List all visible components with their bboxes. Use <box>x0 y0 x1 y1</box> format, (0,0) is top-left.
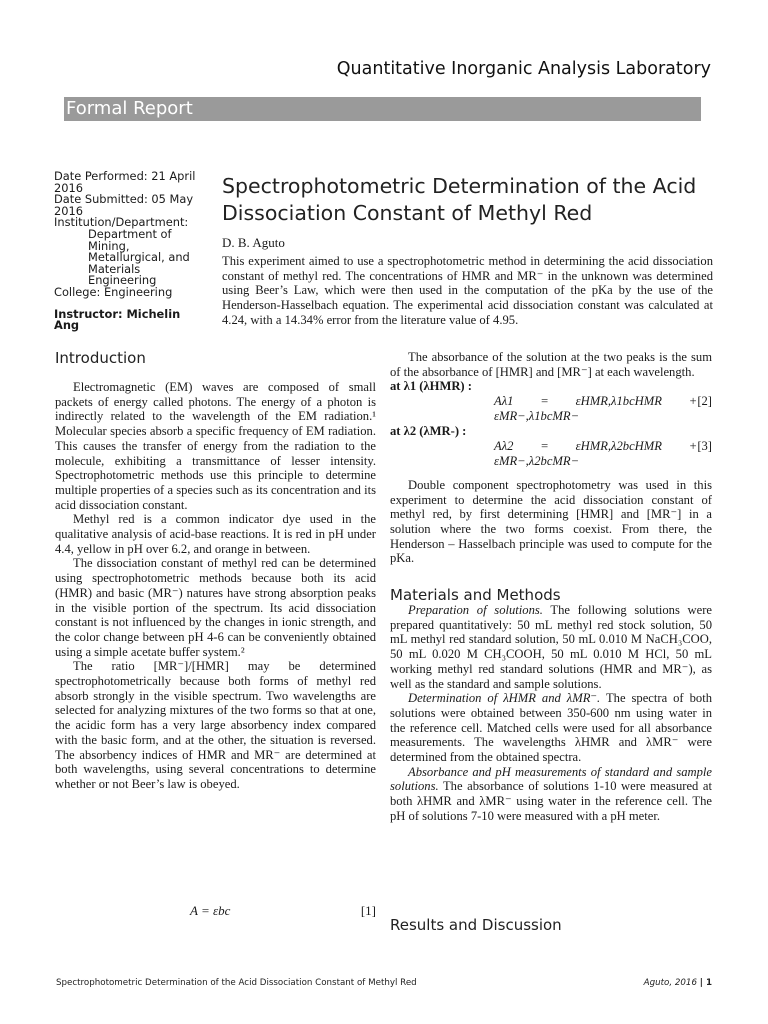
college: College: Engineering <box>54 284 173 299</box>
page-footer <box>56 978 712 988</box>
paragraph-lead: Absorbance and pH measurements of standard and sample solutions. <box>390 764 712 794</box>
right-column-body <box>390 350 712 566</box>
equation-number: [1] <box>360 903 376 918</box>
equation-3 <box>390 439 712 469</box>
lambda2-label: at λ2 (λMR-) : <box>390 424 467 439</box>
paragraph: Double component spectrophotometry was used in this experiment to determine the acid dissociation constant of methyl red, by first determining [HMR] and [MR⁻] in a solution where the two forms coexist. From there, the Henderson – Hasselbach principle was used to compute for the pKa. <box>390 477 712 566</box>
equation-2 <box>390 394 712 424</box>
equation-text: A = εbc <box>190 903 231 918</box>
footer-author-year: Aguto, 2016 <box>643 978 697 988</box>
instructor: Instructor: Michelin Ang <box>54 306 181 333</box>
methods-heading: Materials and Methods <box>390 586 561 604</box>
paragraph: The dissociation constant of methyl red can be determined using spectrophotometric methods because both its acid (HMR) and basic (MR⁻) natures have strong absorption peaks in the visible portion of the spectrum. Its acid dissociation constant is not influenced by the changes in ionic strength, and the color change between pH 4-6 can be conveniently obtained using a simple acetate buffer system.² <box>55 556 376 659</box>
equation-number: [3] <box>697 438 712 453</box>
paragraph-text: The absorbance of solutions 1-10 were measured at both λHMR and λMR⁻ using water in the reference cell. The pH of solutions 7-10 were measured with a pH meter. <box>390 779 712 823</box>
paragraph: Methyl red is a common indicator dye used in the qualitative analysis of acid-base reactions. It is red in pH under 4.4, yellow in pH over 6.2, and orange in between. <box>55 512 376 556</box>
paragraph: The absorbance of the solution at the two peaks is the sum of the absorbance of [HMR] and [MR⁻] at each wavelength. <box>390 350 712 379</box>
paragraph <box>390 603 712 691</box>
paragraph: The ratio [MR⁻]/[HMR] may be determined spectrophotometrically because both forms of methyl red absorb strongly in the visible spectrum. Two wavelengths are selected for analyzing mixtures of the two forms so that at one, the acidic form has a very large absorbency index compared with the basic form, and at the other, the situation is reversed. The absorbency indices of HMR and MR⁻ are determined at both wavelengths, using several concentrations to determine whether or not Beer’s law is obeyed. <box>55 659 376 791</box>
department: Department of Mining, Metallurgical, and Materials Engineering <box>88 226 190 288</box>
authors: D. B. Aguto <box>222 235 285 250</box>
page-number: | 1 <box>699 978 712 988</box>
introduction-heading: Introduction <box>55 349 146 367</box>
equation-number: [2] <box>697 394 712 409</box>
footer-page-info <box>644 978 712 988</box>
paragraph: Electromagnetic (EM) waves are composed of small packets of energy called photons. The energy of a photon is indirectly related to the wavelength of the EM radiation.¹ Molecular species absorb a specific frequency of EM radiation. This causes the transfer of energy from the radiation to the molecule, exhibiting a transmittance of lesser intensity. Spectrophotometric methods use this principle to determine multiple properties of a species such as its concentration and its acid dissociation constant. <box>55 380 376 512</box>
report-type-banner: Formal Report <box>64 97 701 121</box>
institution-label: Institution/Department: <box>54 215 189 230</box>
abstract: This experiment aimed to use a spectrophotometric method in determining the acid dissociation constant of methyl red. The concentrations of HMR and MR⁻ in the unknown was determined using Beer’s Law, which were then used in the computation of the pKa by the use of the Henderson-Hasselbach equation. The experimental acid dissociation constant was calculated at 4.24, with a 14.34% error from the literature value of 4.95. <box>222 254 713 327</box>
methods-body <box>390 603 712 824</box>
paragraph-text: The following solutions were prepared quantitatively: 50 mL methyl red stock solution, 50 mL methyl red standard solution, 50 mL 0.010 M NaCH₃COO, 50 mL 0.020 M CH₃COOH, 50 mL 0.010 M HCl, 50 mL working methyl red standard solutions (HMR and MR⁻), as well as the standard and sample solutions. <box>390 603 713 691</box>
paper-title: Spectrophotometric Determination of the Acid Dissociation Constant of Methyl Red <box>222 174 697 225</box>
introduction-body <box>55 380 376 792</box>
paragraph <box>390 765 712 824</box>
paragraph-lead: Determination of λHMR and λMR⁻. <box>408 691 601 706</box>
paragraph <box>390 691 712 765</box>
equation-text: Aλ2 = εHMR,λ2bcHMR + εMR−,λ2bcMR− <box>494 438 698 468</box>
lambda1-label: at λ1 (λHMR) : <box>390 379 472 394</box>
paragraph-text: The spectra of both solutions were obtained between 350-600 nm using water in the reference cell. Matched cells were used for all absorbance measurements. The wavelengths λHMR and λMR⁻ were determined from the obtained spectra. <box>390 691 712 765</box>
equation-text: Aλ1 = εHMR,λ1bcHMR + εMR−,λ1bcMR− <box>494 394 698 424</box>
date-submitted: Date Submitted: 05 May 2016 <box>54 192 194 218</box>
date-performed: Date Performed: 21 April 2016 <box>54 169 196 195</box>
results-heading: Results and Discussion <box>390 916 562 934</box>
lab-title: Quantitative Inorganic Analysis Laboratory <box>336 59 711 79</box>
paragraph-lead: Preparation of solutions. <box>408 603 543 617</box>
report-metadata <box>54 171 206 332</box>
footer-title: Spectrophotometric Determination of the Acid Dissociation Constant of Methyl Red <box>56 978 417 988</box>
